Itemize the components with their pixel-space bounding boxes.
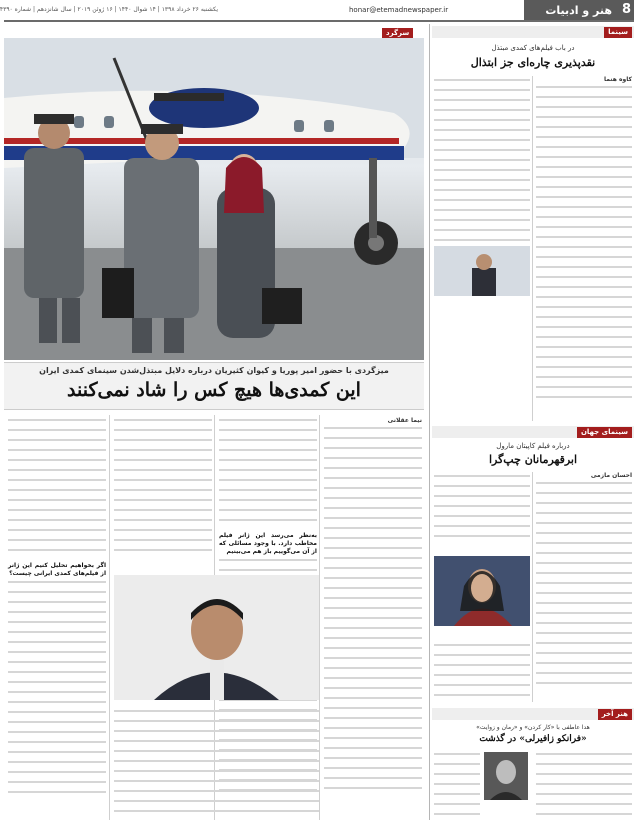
cinema-text-left: [434, 76, 530, 421]
main-story-tag: سرگرد: [382, 28, 413, 39]
world-cinema-kicker: درباره فیلم کاپیتان مارول: [496, 442, 570, 450]
cinema-image: [434, 246, 530, 296]
right-column-divider: [429, 24, 430, 820]
main-headline-block: [4, 362, 424, 410]
cinema-section-label: سینما: [604, 27, 632, 38]
main-story-body: [4, 415, 424, 820]
portrait-photo: [114, 575, 319, 700]
masthead: [0, 0, 634, 22]
obituary-portrait-image: [484, 752, 528, 800]
obituary-photo: [484, 752, 528, 800]
bottom-headline: «فرانکو زافیرلی» در گذشت: [479, 734, 587, 744]
page-number: 8: [621, 2, 631, 17]
wonder-woman-photo: [434, 556, 530, 626]
date-line: یکشنبه ۲۶ خرداد ۱۳۹۸ | ۱۴ شوال ۱۴۴۰ | ۱۶ ژوئن ۲۰۱۹ | سال شانزدهم | شماره ۴۳۹۰: [0, 6, 218, 13]
world-cinema-text-right: [536, 472, 632, 702]
portrait-text: [114, 707, 319, 820]
body-column-3: [114, 415, 212, 565]
body-column-1: [324, 415, 422, 820]
world-cinema-author: احسان مازمی: [590, 472, 632, 479]
main-headline: این کمدی‌ها هیچ کس را شاد نمی‌کنند: [67, 379, 361, 401]
world-cinema-headline: ابرقهرمانان چپ‌گرا: [488, 453, 578, 466]
world-cinema-label: سینمای جهان: [577, 427, 632, 438]
email: honar@etemadnewspaper.ir: [349, 6, 449, 14]
cinema-text-right: [536, 76, 632, 421]
subhead-2: اگر بخواهیم تحلیل کنیم این ژانر از فیلم‌های کمدی ایرانی چیست؟: [8, 562, 106, 577]
world-cinema-text-left: [434, 472, 530, 702]
main-kicker: میزگردی با حضور امیر پوریا و کیوان کثیریان درباره دلایل مبتذل‌شدن سینمای کمدی ایران: [39, 366, 389, 375]
cinema-photo: [434, 246, 530, 296]
cinema-kicker: در باب فیلم‌های کمدی مبتذل: [491, 44, 575, 52]
cinema-section: [432, 24, 634, 424]
subhead-1: به‌نظر می‌رسد این ژانر فیلم مخاطب دارد. با وجود مسائلی که از آن می‌گوییم باز هم می‌بینیم: [219, 532, 317, 555]
bottom-text: [536, 750, 632, 820]
cinema-author: کاوه هنما: [604, 76, 632, 83]
bottom-text-left: [434, 750, 480, 820]
bottom-section-label: هنر آخر: [598, 709, 632, 720]
section-title: هنر و ادبیات: [545, 4, 612, 17]
byline: نیما عقلانی: [387, 417, 422, 424]
world-cinema-section: [432, 426, 634, 706]
body-column-4: [8, 415, 106, 820]
airplane-scene-image: [4, 38, 424, 360]
bottom-news-section: [432, 708, 634, 820]
portrait-image: [114, 575, 319, 700]
bottom-kicker: هدا عاطفی با «کار کردن» و «رمان و زوایت»: [476, 724, 590, 731]
cinema-headline: نقدپذیری چاره‌ای جز ابتذال: [470, 56, 596, 69]
superhero-image: [434, 556, 530, 626]
main-photo: [4, 38, 424, 360]
